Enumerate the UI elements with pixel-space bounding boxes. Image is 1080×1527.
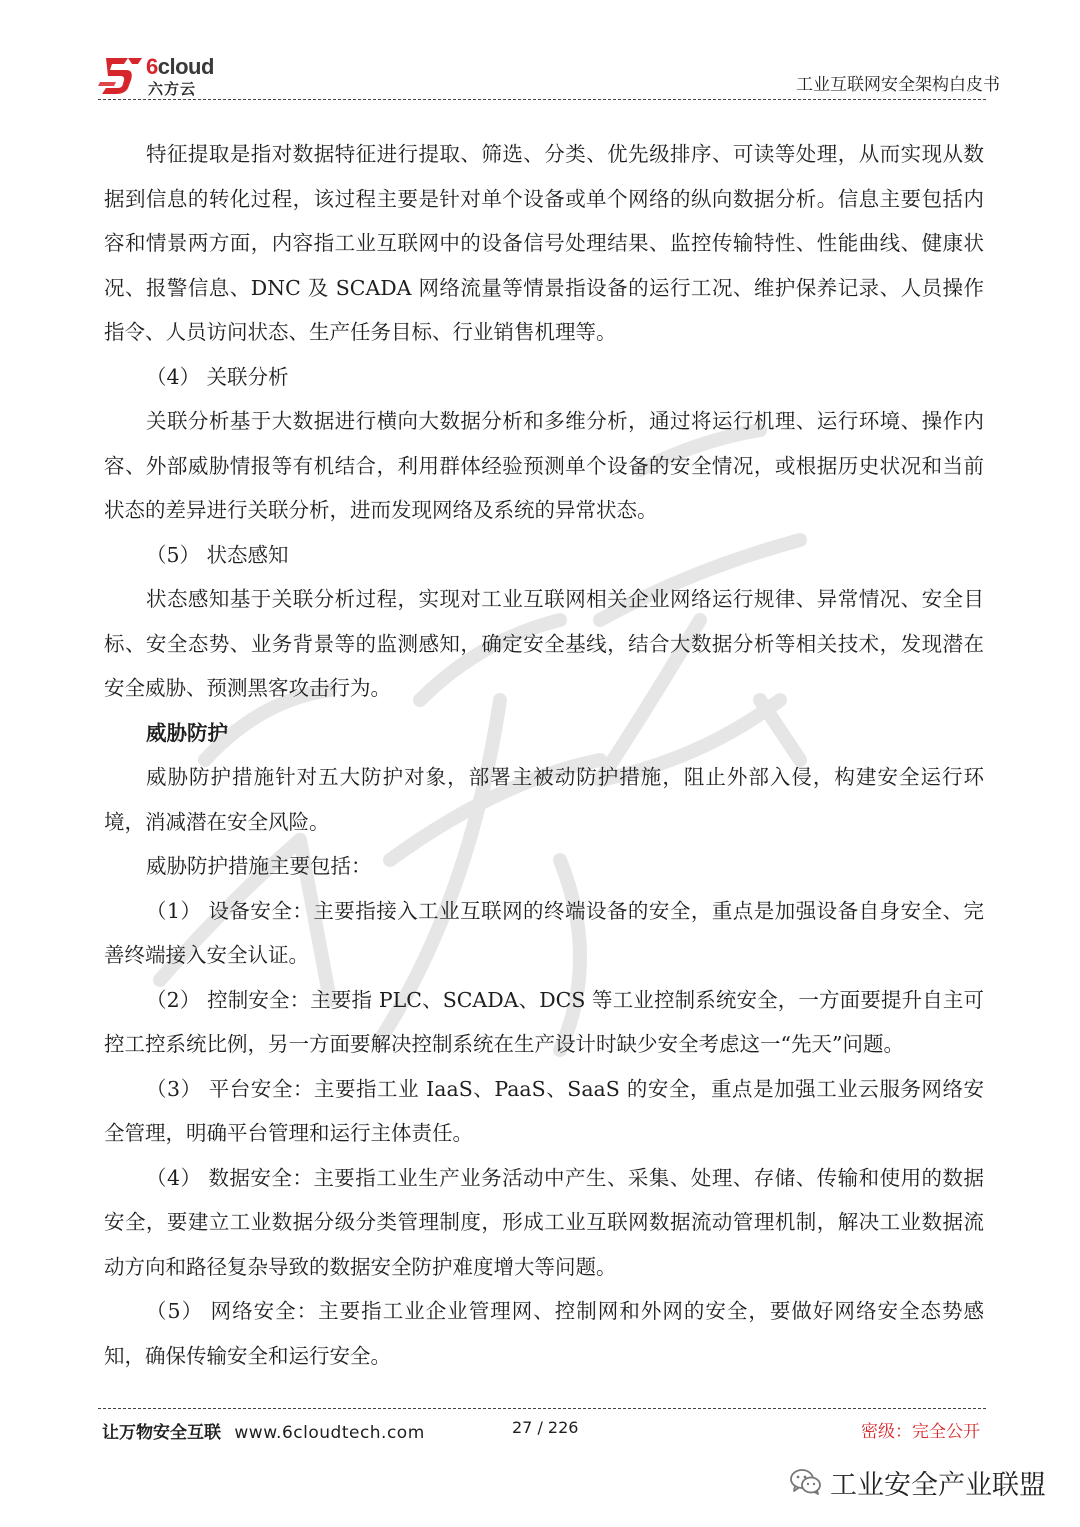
logo-text-en (146, 54, 214, 80)
logo-text-cn: 六方云 (148, 80, 197, 98)
page-number: 27 / 226 (512, 1418, 579, 1437)
subheading-correlation-analysis: （4） 关联分析 (146, 364, 289, 389)
footer-divider (98, 1408, 986, 1409)
paragraph-feature-extraction: 特征提取是指对数据特征进行提取、筛选、分类、优先级排序、可读等处理，从而实现从数据到信息的转化过程，该过程主要是针对单个设备或单个网络的纵向数据分析。信息主要包括内容和情景两方面，内容指工业互联网中的设备信号处理结果、监控传输特性、性能曲线、健康状况、报警信息、DNC 及 SCADA 网络流量等情景指设备的运行工况、维护保养记录、人员操作指令、人员访问状态、生产任务目标、行业销售机理等。 (104, 142, 984, 344)
paragraph-state-awareness: 状态感知基于关联分析过程，实现对工业互联网相关企业网络运行规律、异常情况、安全目标、安全态势、业务背景等的监测感知，确定安全基线，结合大数据分析等相关技术，发现潜在安全威胁、预测黑客攻击行为。 (104, 587, 984, 700)
list-item-data-security: （4） 数据安全：主要指工业生产业务活动中产生、采集、处理、存储、传输和使用的数据安全，要建立工业数据分级分类管理制度，形成工业互联网数据流动管理机制，解决工业数据流动方向和路径复杂导致的数据安全防护难度增大等问题。 (104, 1165, 984, 1279)
footer-slogan: 让万物安全互联 (102, 1423, 221, 1443)
logo-word: cloud (157, 54, 214, 79)
paragraph-measures-intro: 威胁防护措施主要包括： (146, 854, 372, 878)
page-header (0, 0, 1080, 110)
header-divider (98, 99, 986, 100)
document-body (104, 132, 984, 1378)
wechat-icon (790, 1468, 822, 1496)
list-item-platform-security: （3） 平台安全：主要指工业 IaaS、PaaS、SaaS 的安全，重点是加强工业云服务网络安全管理，明确平台管理和运行主体责任。 (104, 1076, 984, 1145)
list-item-control-security: （2） 控制安全：主要指 PLC、SCADA、DCS 等工业控制系统安全，一方面要提升自主可控工控系统比例，另一方面要解决控制系统在生产设计时缺少安全考虑这一“先天”问题。 (104, 987, 984, 1056)
classification-label: 密级：完全公开 (861, 1422, 980, 1442)
footer-website-link[interactable]: www.6cloudtech.com (234, 1423, 425, 1443)
paragraph-threat-protection: 威胁防护措施针对五大防护对象，部署主被动防护措施，阻止外部入侵，构建安全运行环境，消减潜在安全风险。 (104, 765, 984, 834)
logo-number: 6 (146, 54, 158, 79)
wechat-account-name: 工业安全产业联盟 (830, 1469, 1046, 1501)
list-item-device-security: （1） 设备安全：主要指接入工业互联网的终端设备的安全，重点是加强设备自身安全、完善终端接入安全认证。 (104, 898, 984, 967)
6cloud-logo-icon (98, 52, 146, 96)
document-title: 工业互联网安全架构白皮书 (796, 75, 1000, 95)
footer-slogan-block (102, 1418, 425, 1443)
subheading-state-awareness: （5） 状态感知 (146, 542, 289, 567)
paragraph-correlation-analysis: 关联分析基于大数据进行横向大数据分析和多维分析，通过将运行机理、运行环境、操作内容、外部威胁情报等有机结合，利用群体经验预测单个设备的安全情况，或根据历史状况和当前状态的差异进行关联分析，进而发现网络及系统的异常状态。 (104, 409, 984, 522)
company-logo (98, 52, 228, 98)
list-item-network-security: （5） 网络安全：主要指工业企业管理网、控制网和外网的安全，要做好网络安全态势感知，确保传输安全和运行安全。 (104, 1299, 984, 1368)
wechat-account-badge (790, 1462, 1046, 1502)
section-heading-threat-protection: 威胁防护 (146, 720, 228, 745)
